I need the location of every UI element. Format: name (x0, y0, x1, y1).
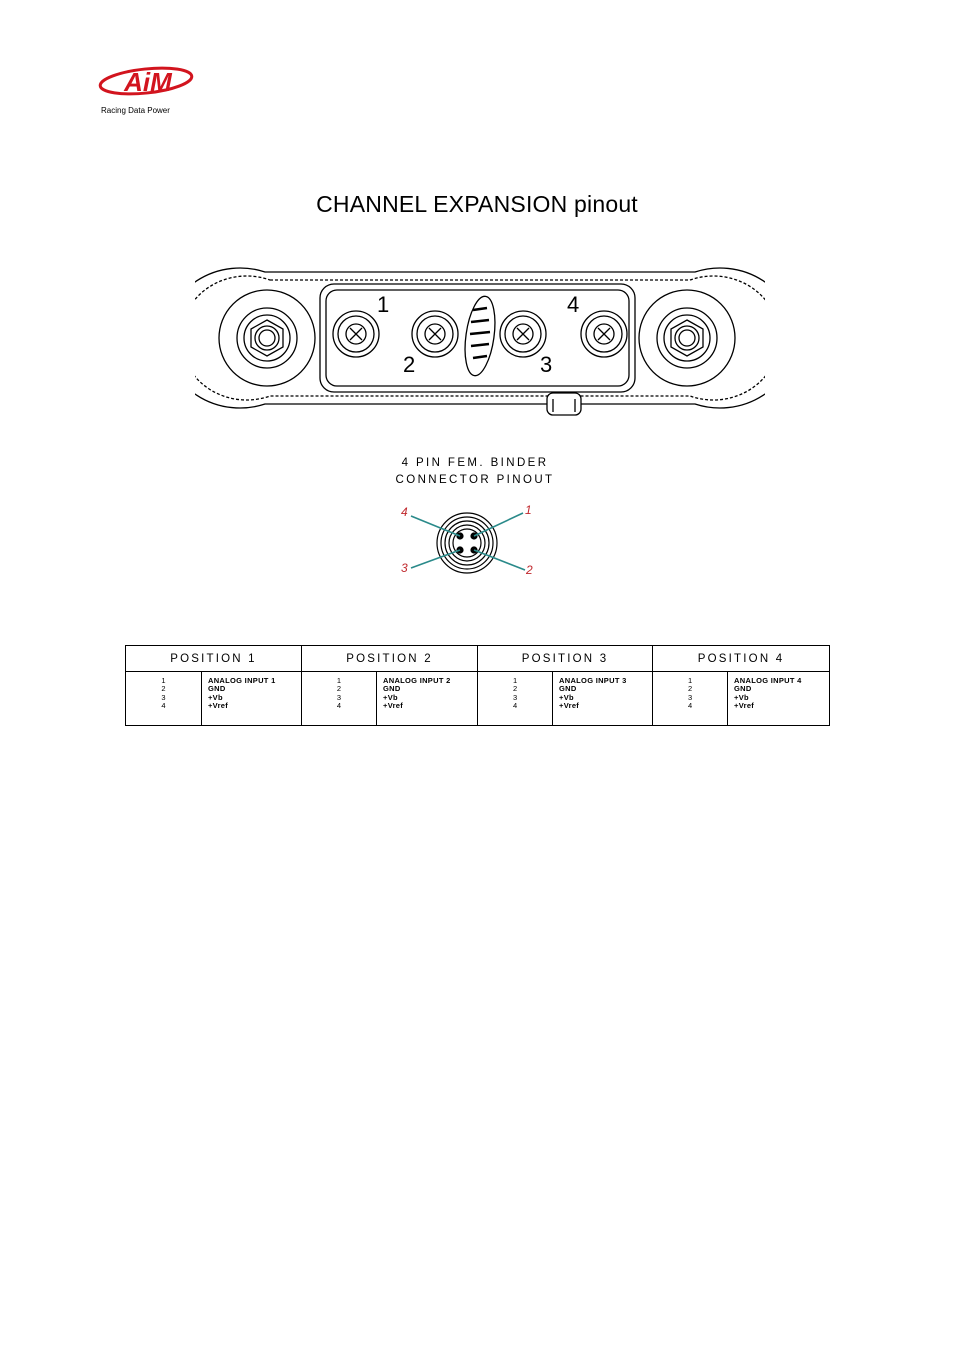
port-label-3: 3 (540, 352, 553, 377)
position-4-signals (728, 672, 830, 726)
position-2-header: POSITION 2 (302, 646, 478, 672)
signal-name: +Vref (734, 701, 755, 711)
position-3-pins (478, 672, 553, 726)
signal-name: +Vref (383, 701, 404, 711)
channel-expansion-drawing (195, 262, 765, 422)
pin-label-2: 2 (526, 563, 533, 577)
pin-label-3: 3 (401, 561, 408, 575)
signal-name: GND (559, 684, 577, 694)
pin-number: 3 (161, 692, 166, 702)
signal-name: ANALOG INPUT 4 (734, 676, 802, 685)
pin-number: 2 (512, 684, 518, 694)
position-1-signals (202, 672, 302, 726)
signal-name: GND (734, 684, 752, 694)
signal-name: ANALOG INPUT 2 (383, 676, 451, 685)
pin-number: 1 (512, 676, 518, 685)
pin-number: 4 (161, 701, 166, 711)
signal-name: ANALOG INPUT 3 (559, 676, 627, 685)
pin-number: 2 (687, 684, 693, 694)
position-4-pins (653, 672, 728, 726)
port-label-2: 2 (403, 352, 416, 377)
position-1-header: POSITION 1 (126, 646, 302, 672)
pin-label-4: 4 (401, 505, 408, 519)
table-row (126, 672, 830, 726)
logo-tagline: Racing Data Power (101, 106, 170, 115)
connector-caption-line2: CONNECTOR PINOUT (395, 474, 555, 486)
signal-name: ANALOG INPUT 1 (208, 676, 276, 685)
binder-connector-drawing (395, 500, 545, 585)
position-3-signals (553, 672, 653, 726)
signal-name: +Vb (734, 692, 749, 702)
pin-number: 2 (161, 684, 166, 694)
port-label-1: 1 (377, 292, 390, 317)
connector-caption-line1: 4 PIN FEM. BINDER (401, 457, 549, 469)
pin-label-1: 1 (525, 503, 532, 517)
pin-number: 3 (687, 692, 693, 702)
pin-number: 4 (336, 701, 342, 711)
pinout-table (125, 645, 830, 726)
pin-number: 3 (336, 692, 342, 702)
logo-text: AiM (124, 67, 172, 97)
page-title: CHANNEL EXPANSION pinout (316, 191, 638, 217)
position-2-pins (302, 672, 377, 726)
position-3-header: POSITION 3 (478, 646, 653, 672)
table-header-row (126, 646, 830, 672)
pin-number: 2 (336, 684, 342, 694)
connector-caption (320, 455, 630, 489)
position-1-pins (126, 672, 202, 726)
pin-number: 3 (512, 692, 518, 702)
port-label-4: 4 (567, 292, 580, 317)
position-4-header: POSITION 4 (653, 646, 830, 672)
position-2-signals (377, 672, 478, 726)
signal-name: GND (383, 684, 401, 694)
pin-number: 4 (687, 701, 693, 711)
signal-name: +Vref (208, 701, 229, 711)
signal-name: +Vb (383, 692, 398, 702)
pin-number: 1 (161, 676, 166, 685)
pin-number: 4 (512, 701, 518, 711)
signal-name: GND (208, 684, 226, 694)
signal-name: +Vb (559, 692, 574, 702)
signal-name: +Vb (208, 692, 223, 702)
signal-name: +Vref (559, 701, 580, 711)
pin-number: 1 (336, 676, 342, 685)
pin-number: 1 (687, 676, 693, 685)
